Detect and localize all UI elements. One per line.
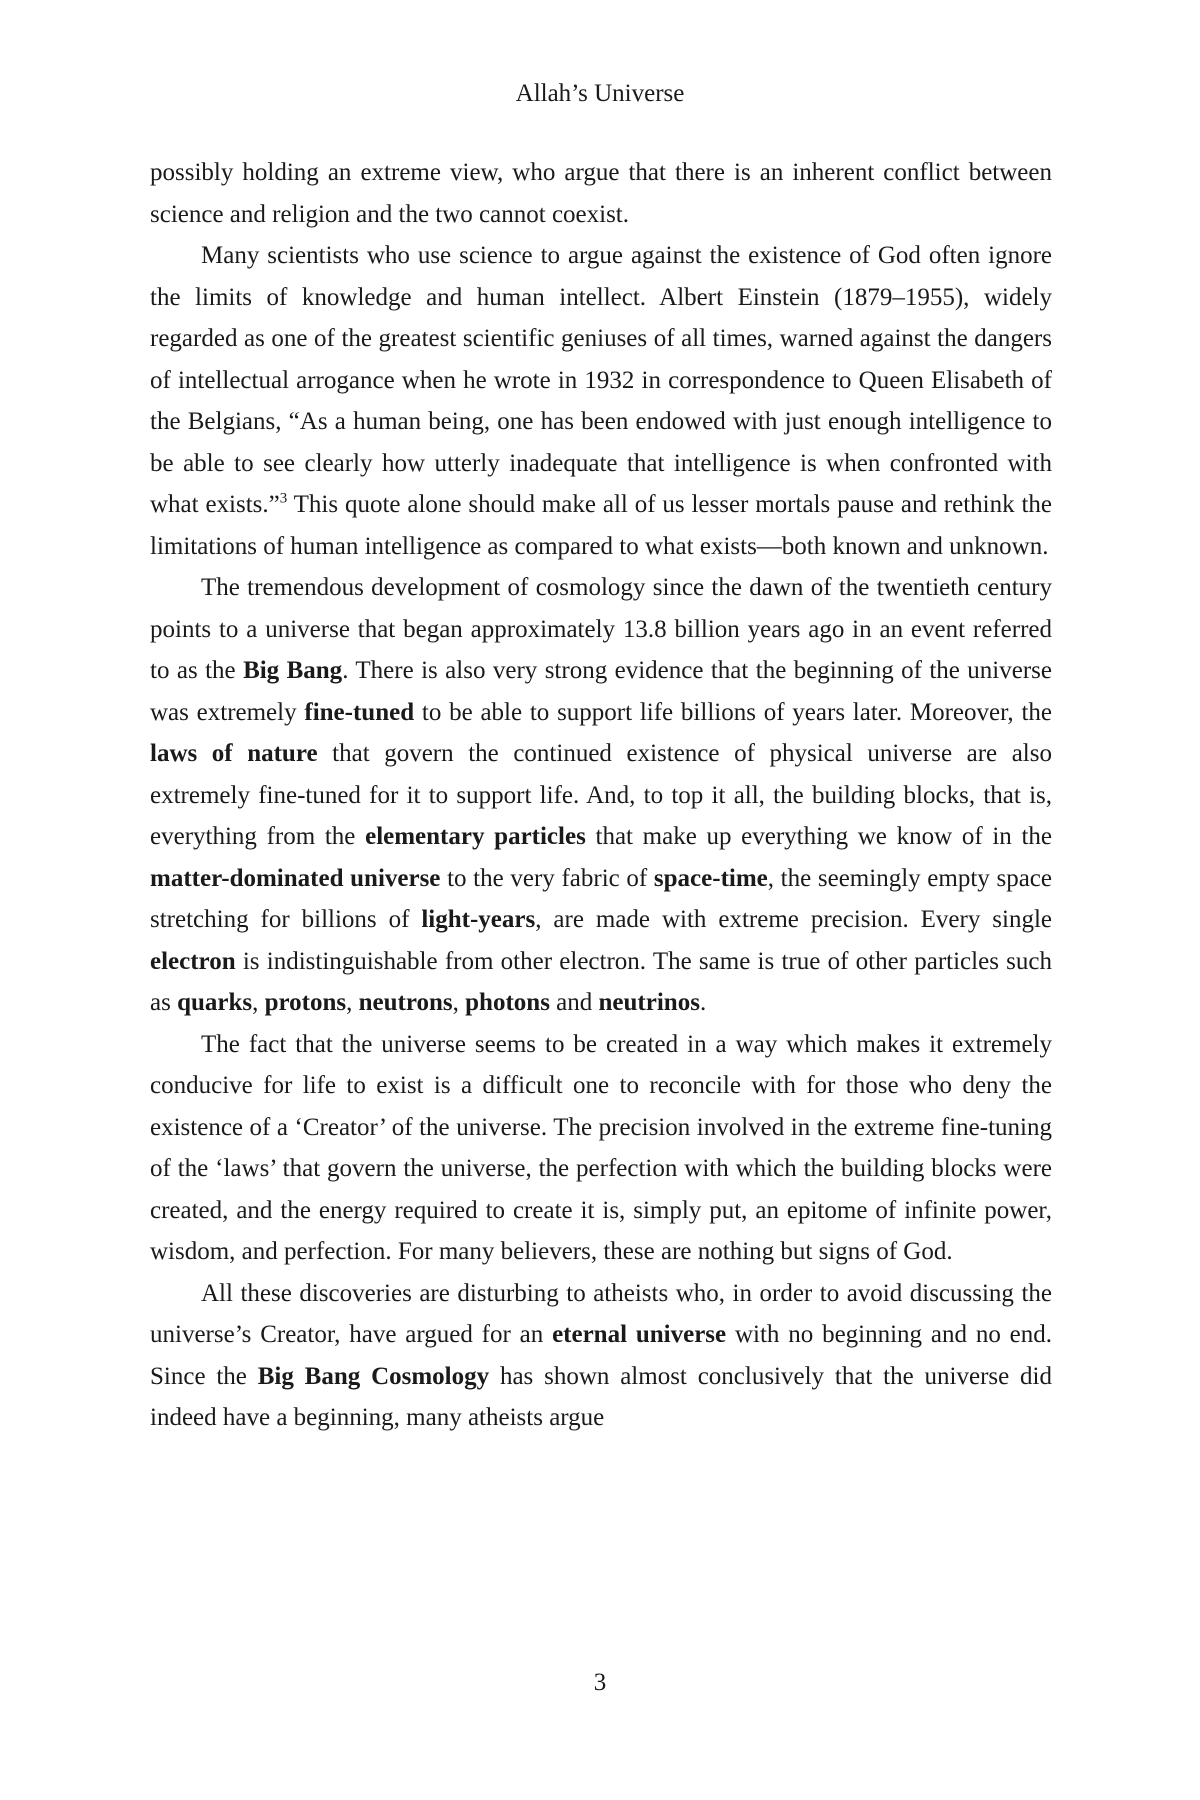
bold-term: eternal universe — [552, 1321, 727, 1348]
bold-term: fine-tuned — [304, 698, 415, 726]
paragraph — [150, 567, 1052, 1024]
bold-term: matter-dominated universe — [150, 864, 441, 892]
text-run: that govern the continued existence of physical universe are also extremely fine-tuned for it to support life. And, to top it all, the building blocks, that is, everything from the — [150, 740, 1052, 850]
text-run: Many scientists who use science to argue against the existence of God often ignore the limits of knowledge and human intellect. Albert Einstein (1879–1955), widely regarded as one of the greatest scientific geniuses of all times, warned against the dangers of intellectual arrogance when he wrote in 1932 in correspondence to Queen Elisabeth of the Belgians, “As a human being, one has been endowed with just enough intelligence to be able to see clearly how utterly inadequate that intelligence is when confronted with what exists.” — [150, 242, 1052, 518]
text-run: to be able to support life billions of years later. Moreover, the — [414, 698, 1052, 726]
bold-term: laws of nature — [150, 740, 318, 767]
paragraph — [150, 235, 1052, 567]
text-run: possibly holding an extreme view, who argue that there is an inherent conflict between science and religion and the two cannot coexist. — [150, 159, 1052, 228]
body-text — [150, 152, 1052, 1439]
bold-term: neutrons — [358, 989, 453, 1016]
footnote-marker: 3 — [279, 490, 288, 507]
paragraph — [150, 1024, 1052, 1273]
text-run: All these discoveries are disturbing to atheists who, in order to avoid discussing the universe’s Creator, have argued for an — [150, 1279, 1052, 1348]
bold-term: space-time — [653, 864, 768, 892]
text-run: , are made with extreme precision. Every single — [535, 906, 1053, 933]
text-run: has shown almost conclusively that the universe did indeed have a beginning, many atheists argue — [150, 1362, 1052, 1431]
text-run: is indistinguishable from other electron. The same is true of other particles such as — [150, 947, 1052, 1016]
text-run: This quote alone should make all of us lesser mortals pause and rethink the limitations of human intelligence as compared to what exists—both known and unknown. — [150, 491, 1053, 560]
text-run: and — [549, 989, 599, 1016]
text-run: , — [452, 989, 466, 1016]
text-run: , the seemingly empty space stretching for billions of — [150, 864, 1052, 933]
text-run: . — [699, 989, 707, 1016]
text-run: , — [346, 989, 359, 1016]
bold-term: Big Bang — [243, 657, 343, 684]
text-run: , — [252, 989, 265, 1016]
text-run: The fact that the universe seems to be created in a way which makes it extremely conducive for life to exist is a difficult one to reconcile with for those who deny the existence of a ‘Creator’ of the universe. The precision involved in the extreme fine-tuning of the ‘laws’ that govern the universe, the perfection with which the building blocks were created, and the energy required to create it is, simply put, an epitome of infinite power, wisdom, and perfection. For many believers, these are nothing but signs of God. — [150, 1030, 1052, 1265]
bold-term: neutrinos — [598, 989, 700, 1016]
bold-term: photons — [465, 989, 550, 1016]
bold-term: protons — [264, 989, 347, 1016]
paragraph — [150, 152, 1052, 235]
text-run: with no beginning and no end. Since the — [150, 1321, 1052, 1390]
paragraph — [150, 1273, 1052, 1439]
bold-term: elementary particles — [365, 823, 586, 850]
text-run: . There is also very strong evidence that the beginning of the universe was extremely — [150, 657, 1052, 726]
page-number: 3 — [593, 1669, 607, 1696]
bold-term: light-years — [421, 906, 536, 933]
bold-term: Big Bang Cosmology — [257, 1362, 490, 1390]
bold-term: quarks — [177, 989, 253, 1016]
text-run: that make up everything we know of in the — [585, 823, 1052, 850]
text-run: to the very fabric of — [440, 864, 654, 892]
bold-term: electron — [150, 947, 236, 975]
running-header: Allah’s Universe — [515, 80, 685, 107]
text-run: The tremendous development of cosmology since the dawn of the twentieth century points to a universe that began approximately 13.8 billion years ago in an event referred to as the — [150, 574, 1052, 684]
